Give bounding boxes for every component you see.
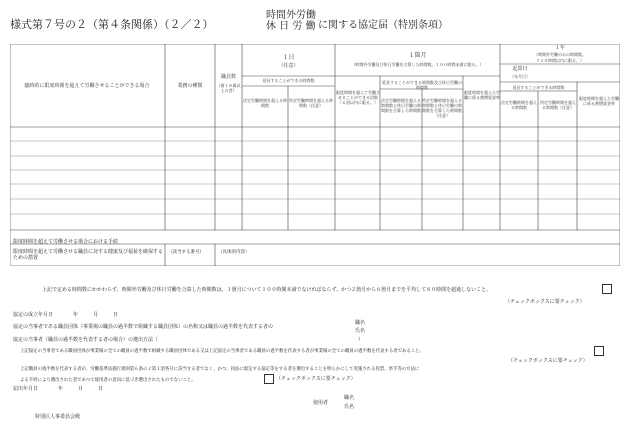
- agreement-date: 協定の成立年月日 年 月 日: [13, 312, 119, 318]
- header-month-sub: （時間外労働及び休日労働を合算した時間数。１００時間未満に限る。）: [351, 62, 484, 67]
- header-year-rate: 限度時間を超えた労働に係る割増賃金率: [579, 96, 619, 106]
- header-day: １日: [282, 54, 295, 61]
- authority-address: 特別区人事委員会殿: [35, 414, 81, 420]
- header-year-extend: 延長することができる時間数: [512, 85, 565, 90]
- header-year-legal: 法定労働時間を超える時間数: [501, 100, 537, 110]
- header-case: 臨時的に限度時間を超えて労働させることができる場合: [24, 83, 150, 89]
- health-number-label: （該当する番号）: [168, 250, 204, 255]
- employer-label: 使用者: [313, 400, 329, 406]
- check1-label: （チェックボックスに要チェック）: [508, 358, 588, 364]
- check2-text-1: 上記職員の過半数を代表する者が、労働基準法施行規則第６条の２第１項各号に該当する者でなく、かつ、同法に規定する協定等をする者を選出することを明らかにして実施される投票、挙手等の方法に: [20, 367, 420, 372]
- check1-checkbox[interactable]: [594, 346, 604, 356]
- header-work-type: 業務の種類: [177, 83, 203, 89]
- header-year: １年: [554, 45, 565, 51]
- selection-method-close: ）: [358, 337, 364, 343]
- rep-name-label: 氏名: [355, 328, 366, 334]
- header-day-legal: 法定労働時間を超える時間数: [243, 98, 287, 108]
- header-month-count: 限度時間を超えて労働させることができる回数（６回以内に限る。）: [336, 90, 380, 105]
- pledge-checkbox[interactable]: [602, 284, 612, 294]
- pledge-check-label: （チェックボックスに要チェック）: [505, 299, 585, 305]
- selection-method: 協定の当事者（職員の過半数を代表する者の場合）の選出方法（: [13, 337, 159, 343]
- check2-checkbox[interactable]: [264, 374, 274, 384]
- header-month-legal: 法定労働時間を超える時間数と休日労働の時間数を合算した時間数: [381, 98, 421, 113]
- pledge-text: 上記で定める時間数にかかわらず、時間外労働及び休日労働を合算した時間数は、１箇月について１００時間未満でなければならず、かつ２箇月から６箇月までを平均して８０時間を超過しないこと。: [42, 287, 492, 293]
- header-year-sub2: ７２０時間以内に限る。）: [536, 58, 584, 63]
- header-day-fixed: 所定労働時間を超える時間数（任意）: [289, 98, 333, 108]
- form-title: [266, 10, 316, 32]
- header-day-sub: （任意）: [278, 63, 299, 69]
- check2-text-2: よる手続により選出された者であつて使用者の意向に基づき選出されたものでないこと。: [20, 378, 196, 383]
- header-month-extend: 延長することができる時間数及び休日労働の時間数: [382, 80, 462, 90]
- title-suffix: に関する協定届（特別条項）: [318, 20, 448, 31]
- filing-date: 届出年月日 年 月 日: [13, 386, 104, 392]
- health-label: 限度時間を超えて労働させる職員に対する健康及び福祉を確保するための措置: [13, 249, 164, 261]
- procedure-label: 限度時間を超えて労働させる場合における手続: [13, 239, 119, 245]
- title-line-2: 休 日 労 働: [266, 21, 316, 32]
- health-detail-label: （具体的内容）: [218, 250, 250, 255]
- rep-title-label: 職名: [355, 320, 366, 326]
- employer-name-label: 氏名: [344, 404, 355, 410]
- header-staff: 職員数: [220, 74, 236, 80]
- header-day-extend: 延長することができる時間数: [262, 78, 315, 83]
- form-number: 様式第７号の２（第４条関係）（２／２）: [10, 18, 214, 31]
- check2-label: （チェックボックスに要チェック）: [276, 376, 356, 382]
- employer-title-label: 職名: [344, 395, 355, 401]
- title-line-1: 時間外労働: [266, 10, 316, 21]
- header-month: １箇月: [408, 52, 427, 59]
- header-year-sub1: （時間外労働のみの時間数。: [534, 52, 586, 57]
- header-year-start-sub: （年月日）: [510, 74, 530, 79]
- header-month-rate: 限度時間を超えた労働に係る割増賃金率: [464, 90, 500, 100]
- check1-text: 上記協定の当事者である職員団体が事業場の全ての職員の過半数で組織する職員団体である又は上記協定の当事者である職員の過半数を代表する者が事業場の全ての職員の過半数を代表する者であること。: [20, 349, 424, 354]
- header-month-fixed: 所定労働時間を超える時間数と休日労働の時間数を合算した時間数（任意）: [422, 98, 462, 118]
- header-staff-sub: （満１８歳以上の者）: [216, 83, 241, 93]
- representative-line: 協定の当事者である職員団体（事業場の職員の過半数で組織する職員団体）の名称又は職員の過半数を代表する者の: [13, 324, 274, 330]
- header-year-start: 起算日: [512, 66, 528, 72]
- header-year-fixed: 所定労働時間を超える時間数（任意）: [540, 100, 576, 110]
